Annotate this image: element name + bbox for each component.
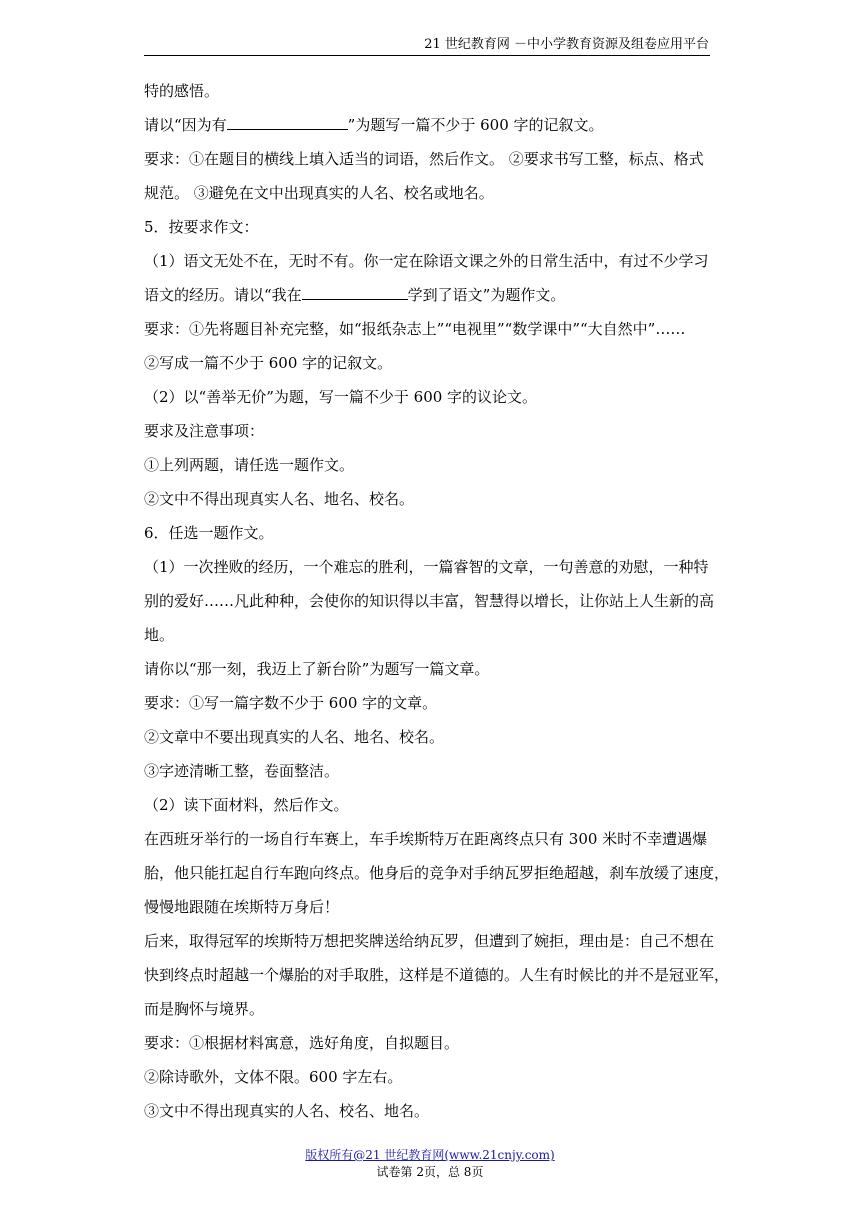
text-line: ①上列两题，请任选一题作文。 bbox=[144, 456, 355, 474]
text-segment: 语文的经历。请以“我在 bbox=[144, 286, 302, 304]
text-line: ③字迹清晰工整，卷面整洁。 bbox=[144, 762, 340, 780]
question-heading: 6．任选一题作文。 bbox=[144, 524, 274, 542]
text-line-with-blank bbox=[144, 278, 714, 312]
text-line: 快到终点时超越一个爆胎的对手取胜，这样是不道德的。人生有时候比的并不是冠亚军， bbox=[144, 966, 730, 984]
fill-in-blank bbox=[302, 284, 408, 300]
text-line: （1）一次挫败的经历，一个难忘的胜利，一篇睿智的文章，一句善意的劝慰，一种特 bbox=[144, 558, 709, 576]
text-line: 规范。 ③避免在文中出现真实的人名、校名或地名。 bbox=[144, 184, 494, 202]
text-line: 地。 bbox=[144, 626, 175, 644]
question-heading: 5．按要求作文： bbox=[144, 218, 259, 236]
text-segment: ”为题写一篇不少于 600 字的记叙文。 bbox=[347, 116, 604, 134]
header-title: 21 世纪教育网 －中小学教育资源及组卷应用平台 bbox=[424, 37, 709, 52]
text-line: ③文中不得出现真实的人名、校名、地名。 bbox=[144, 1102, 430, 1120]
text-line: 后来，取得冠军的埃斯特万想把奖牌送给纳瓦罗，但遭到了婉拒，理由是：自己不想在 bbox=[144, 932, 715, 950]
text-line: （1）语文无处不在，无时不有。你一定在除语文课之外的日常生活中，有过不少学习 bbox=[144, 252, 709, 270]
text-line: 要求：①先将题目补充完整，如“报纸杂志上”“电视里”“数学课中”“大自然中”…… bbox=[144, 320, 686, 338]
text-line: 要求：①根据材料寓意，选好角度，自拟题目。 bbox=[144, 1034, 460, 1052]
text-line: 胎，他只能扛起自行车跑向终点。他身后的竞争对手纳瓦罗拒绝超越，刹车放缓了速度， bbox=[144, 864, 730, 882]
text-line: 请你以“那一刻，我迈上了新台阶”为题写一篇文章。 bbox=[144, 660, 490, 678]
text-line-with-blank bbox=[144, 108, 714, 142]
text-line: 在西班牙举行的一场自行车赛上，车手埃斯特万在距离终点只有 300 米时不幸遭遇爆 bbox=[144, 830, 708, 848]
text-line: ②文中不得出现真实人名、地名、校名。 bbox=[144, 490, 415, 508]
text-segment: 请以“因为有 bbox=[144, 116, 227, 134]
header-divider bbox=[144, 55, 710, 56]
text-line: ②除诗歌外，文体不限。600 字左右。 bbox=[144, 1068, 403, 1086]
text-segment: 学到了语文”为题作文。 bbox=[407, 286, 566, 304]
text-line: （2）读下面材料，然后作文。 bbox=[144, 796, 349, 814]
text-line: 慢慢地跟随在埃斯特万身后！ bbox=[144, 898, 340, 916]
text-line: 要求：①在题目的横线上填入适当的词语，然后作文。 ②要求书写工整，标点、格式 bbox=[144, 150, 704, 168]
fill-in-blank bbox=[227, 114, 348, 130]
text-line: 要求：①写一篇字数不少于 600 字的文章。 bbox=[144, 694, 438, 712]
text-line: 要求及注意事项： bbox=[144, 422, 265, 440]
document-body bbox=[144, 74, 730, 1128]
text-line: 别的爱好……凡此种种，会使你的知识得以丰富，智慧得以增长，让你站上人生新的高 bbox=[144, 592, 715, 610]
text-line: ②文章中不要出现真实的人名、地名、校名。 bbox=[144, 728, 445, 746]
text-line: 而是胸怀与境界。 bbox=[144, 1000, 265, 1018]
text-line: （2）以“善举无价”为题，写一篇不少于 600 字的议论文。 bbox=[144, 388, 538, 406]
copyright-link[interactable]: 版权所有@21 世纪教育网(www.21cnjy.com) bbox=[305, 1148, 555, 1162]
page-number: 试卷第 2页，总 8页 bbox=[376, 1165, 484, 1179]
text-line: ②写成一篇不少于 600 字的记叙文。 bbox=[144, 354, 393, 372]
text-line: 特的感悟。 bbox=[144, 82, 220, 100]
